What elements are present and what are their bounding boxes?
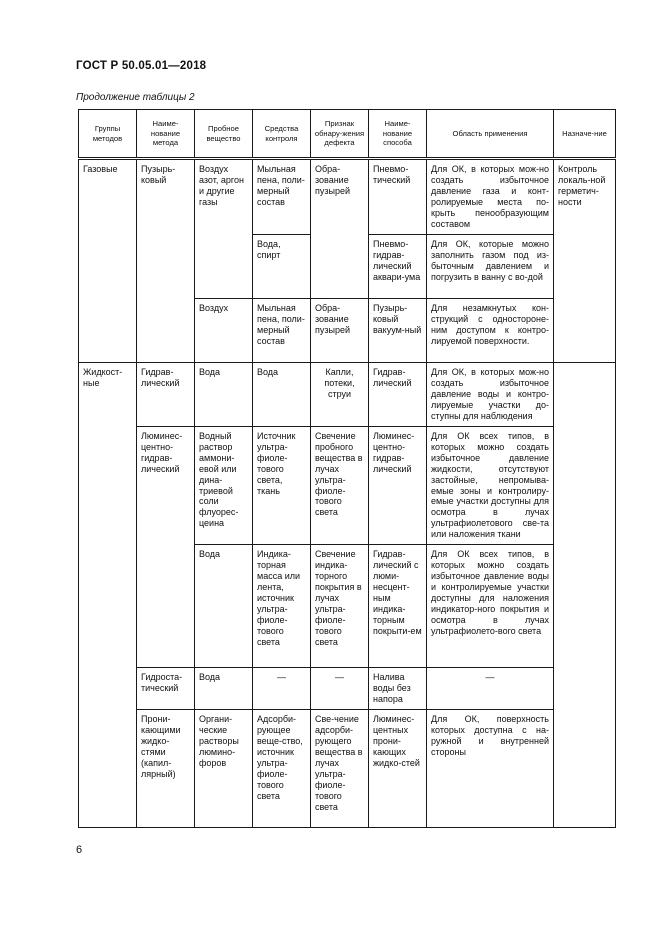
sign-cell: Обра-зование пузырей bbox=[311, 159, 369, 299]
substance-cell: Вода bbox=[195, 545, 253, 668]
way-cell: Пневмо-гидрав-лический аквари-ума bbox=[369, 234, 427, 298]
column-header: Пробное вещество bbox=[195, 110, 253, 159]
scope-cell: Для ОК, в которых мож-но создать избыточное давление газа и конт-ролируемые места по-крыть пенообразующим составом bbox=[427, 159, 554, 235]
purpose-cell: Контроль локаль-ной герметич-ности bbox=[554, 159, 616, 363]
scope-cell: Для ОК, которые можно заполнить газом под из-быточным давлением и погрузить в ванну с во-дой bbox=[427, 234, 554, 298]
method-name-cell: Гидрав-лический bbox=[137, 362, 195, 426]
table-row bbox=[79, 426, 616, 545]
sign-cell: Свечение индика-торного покрытия в лучах ультра-фиоле-тового света bbox=[311, 545, 369, 668]
scope-cell: Для ОК, поверхность которых доступна с на-ружной и внутренней стороны bbox=[427, 710, 554, 828]
means-cell: — bbox=[253, 668, 311, 710]
sign-cell: Обра-зование пузырей bbox=[311, 298, 369, 362]
means-cell: Вода, спирт bbox=[253, 234, 311, 298]
document-number: ГОСТ Р 50.05.01—2018 bbox=[76, 60, 207, 72]
purpose-cell bbox=[554, 362, 616, 827]
scope-cell: Для ОК всех типов, в которых можно создать избыточное давление воды и контролируемые участки доступны для наложения индикатор-ного покрытия и осмотра в лучах ультрафиолето-вого света bbox=[427, 545, 554, 668]
methods-table bbox=[78, 109, 616, 828]
way-cell: Налива воды без напора bbox=[369, 668, 427, 710]
substance-cell: Воздух bbox=[195, 298, 253, 362]
sign-cell: Свечение пробного вещества в лучах ультра-фиоле-тового света bbox=[311, 426, 369, 545]
column-header: Признак обнару-жения дефекта bbox=[311, 110, 369, 159]
means-cell: Вода bbox=[253, 362, 311, 426]
substance-cell: Воздух азот, аргон и другие газы bbox=[195, 159, 253, 299]
means-cell: Индика-торная масса или лента, источник ультра-фиоле-тового света bbox=[253, 545, 311, 668]
sign-cell: — bbox=[311, 668, 369, 710]
substance-cell: Вода bbox=[195, 362, 253, 426]
table-header-row bbox=[79, 110, 616, 159]
means-cell: Источник ультра-фиоле-тового света, ткань bbox=[253, 426, 311, 545]
way-cell: Гидрав-лический с люми-несцент-ным индика-торным покрыти-ем bbox=[369, 545, 427, 668]
table-row bbox=[79, 159, 616, 235]
column-header: Наиме-нование метода bbox=[137, 110, 195, 159]
column-header: Область применения bbox=[427, 110, 554, 159]
page-number: 6 bbox=[76, 844, 83, 856]
substance-cell: Вода bbox=[195, 668, 253, 710]
way-cell: Люминес-центных прони-кающих жидко-стей bbox=[369, 710, 427, 828]
means-cell: Мыльная пена, поли-мерный состав bbox=[253, 159, 311, 235]
column-header: Назначе-ние bbox=[554, 110, 616, 159]
way-cell: Пневмо-тический bbox=[369, 159, 427, 235]
column-header: Средства контроля bbox=[253, 110, 311, 159]
way-cell: Пузырь-ковый вакуум-ный bbox=[369, 298, 427, 362]
scope-cell: Для ОК всех типов, в которых можно создать избыточное давление жидкости, отсутствуют застойные, непромыва-емые зоны и контролиру-емые участки доступны для осмотра в лучах ультрафиолетового све-та или наложения ткани bbox=[427, 426, 554, 545]
way-cell: Гидрав-лический bbox=[369, 362, 427, 426]
means-cell: Адсорби-рующее веще-ство, источник ультра-фиоле-тового света bbox=[253, 710, 311, 828]
means-cell: Мыльная пена, поли-мерный состав bbox=[253, 298, 311, 362]
table-row bbox=[79, 362, 616, 426]
method-name-cell: Прони-кающими жидко-стями (капил-лярный) bbox=[137, 710, 195, 828]
sign-cell: Све-чение адсорби-рующего вещества в лучах ультра-фиоле-тового света bbox=[311, 710, 369, 828]
method-group-cell: Газовые bbox=[79, 159, 137, 363]
sign-cell: Капли, потеки, струи bbox=[311, 362, 369, 426]
method-name-cell: Гидроста-тический bbox=[137, 668, 195, 710]
method-name-cell: Люминес-центно-гидрав-лический bbox=[137, 426, 195, 668]
method-group-cell: Жидкост-ные bbox=[79, 362, 137, 827]
way-cell: Люминес-центно-гидрав-лический bbox=[369, 426, 427, 545]
scope-cell: Для незамкнутых кон-струкций с одностороне-ним доступом к контро-лируемой поверхности. bbox=[427, 298, 554, 362]
scope-cell: Для ОК, в которых мож-но создать избыточное давление воды и контро-лируемые участки до-ступны для наблюдения bbox=[427, 362, 554, 426]
column-header: Группы методов bbox=[79, 110, 137, 159]
substance-cell: Водный раствор аммони-евой или дина-триевой соли флуорес-цеина bbox=[195, 426, 253, 545]
substance-cell: Органи-ческие растворы люмино-форов bbox=[195, 710, 253, 828]
method-name-cell: Пузырь-ковый bbox=[137, 159, 195, 363]
table-row bbox=[79, 710, 616, 828]
column-header: Наиме-нование способа bbox=[369, 110, 427, 159]
table-row bbox=[79, 668, 616, 710]
scope-cell: — bbox=[427, 668, 554, 710]
table-caption: Продолжение таблицы 2 bbox=[76, 92, 195, 103]
